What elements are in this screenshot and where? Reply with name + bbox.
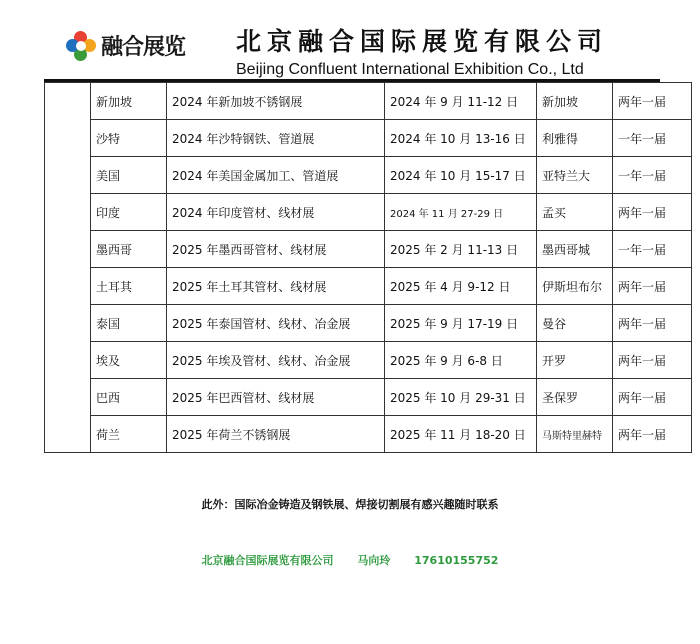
company-logo [66,30,185,61]
city-cell: 新加坡 [537,83,613,120]
country-cell: 泰国 [91,305,167,342]
city-cell: 开罗 [537,342,613,379]
exhibition-name-cell: 2025 年泰国管材、线材、冶金展 [167,305,385,342]
exhibition-name-cell: 2025 年墨西哥管材、线材展 [167,231,385,268]
city-cell: 孟买 [537,194,613,231]
country-cell: 新加坡 [91,83,167,120]
date-cell: 2025 年 11 月 18-20 日 [385,416,537,453]
exhibition-name-cell: 2025 年埃及管材、线材、冶金展 [167,342,385,379]
date-cell: 2024 年 9 月 11-12 日 [385,83,537,120]
table-row [45,194,692,231]
cycle-cell: 两年一届 [613,305,692,342]
country-cell: 巴西 [91,379,167,416]
date-cell: 2025 年 4 月 9-12 日 [385,268,537,305]
letterhead [0,0,700,82]
table-row [45,379,692,416]
exhibition-name-cell: 2024 年美国金属加工、管道展 [167,157,385,194]
cycle-cell: 两年一届 [613,83,692,120]
exhibition-name-cell: 2024 年印度管材、线材展 [167,194,385,231]
exhibition-name-cell: 2025 年荷兰不锈钢展 [167,416,385,453]
date-cell: 2025 年 9 月 17-19 日 [385,305,537,342]
city-cell: 亚特兰大 [537,157,613,194]
cycle-cell: 一年一届 [613,120,692,157]
contact-person: 马向玲 [357,554,391,567]
country-cell: 墨西哥 [91,231,167,268]
cycle-cell: 两年一届 [613,342,692,379]
merged-blank-cell [45,83,91,453]
exhibition-name-cell: 2024 年新加坡不锈钢展 [167,83,385,120]
table-row [45,268,692,305]
contact-company: 北京融合国际展览有限公司 [201,554,334,567]
cycle-cell: 两年一届 [613,194,692,231]
logo-icon [66,31,96,61]
exhibition-table [44,82,691,453]
date-cell: 2024 年 11 月 27-29 日 [385,194,537,231]
cycle-cell: 两年一届 [613,379,692,416]
city-cell: 利雅得 [537,120,613,157]
country-cell: 埃及 [91,342,167,379]
country-cell: 荷兰 [91,416,167,453]
table-row [45,305,692,342]
date-cell: 2024 年 10 月 13-16 日 [385,120,537,157]
date-cell: 2024 年 10 月 15-17 日 [385,157,537,194]
city-cell: 马斯特里赫特 [537,416,613,453]
company-name-en: Beijing Confluent International Exhibition Co., Ltd [236,61,584,78]
contact-phone: 17610155752 [414,554,499,567]
logo-text: 融合展览 [101,35,186,60]
country-cell: 土耳其 [91,268,167,305]
company-name-cn: 北京融合国际展览有限公司 [236,27,609,56]
table-row [45,416,692,453]
cycle-cell: 一年一届 [613,157,692,194]
contact-line [0,552,700,568]
cycle-cell: 一年一届 [613,231,692,268]
additional-note: 此外：国际冶金铸造及钢铁展、焊接切割展有感兴趣随时联系 [201,498,499,511]
cycle-cell: 两年一届 [613,416,692,453]
cycle-cell: 两年一届 [613,268,692,305]
table-row [45,157,692,194]
table-row [45,231,692,268]
country-cell: 印度 [91,194,167,231]
city-cell: 伊斯坦布尔 [537,268,613,305]
date-cell: 2025 年 2 月 11-13 日 [385,231,537,268]
country-cell: 美国 [91,157,167,194]
table-row [45,342,692,379]
city-cell: 圣保罗 [537,379,613,416]
exhibition-name-cell: 2025 年土耳其管材、线材展 [167,268,385,305]
exhibition-name-cell: 2024 年沙特钢铁、管道展 [167,120,385,157]
city-cell: 墨西哥城 [537,231,613,268]
date-cell: 2025 年 9 月 6-8 日 [385,342,537,379]
city-cell: 曼谷 [537,305,613,342]
country-cell: 沙特 [91,120,167,157]
exhibition-name-cell: 2025 年巴西管材、线材展 [167,379,385,416]
table-row [45,83,692,120]
table-row [45,120,692,157]
date-cell: 2025 年 10 月 29-31 日 [385,379,537,416]
